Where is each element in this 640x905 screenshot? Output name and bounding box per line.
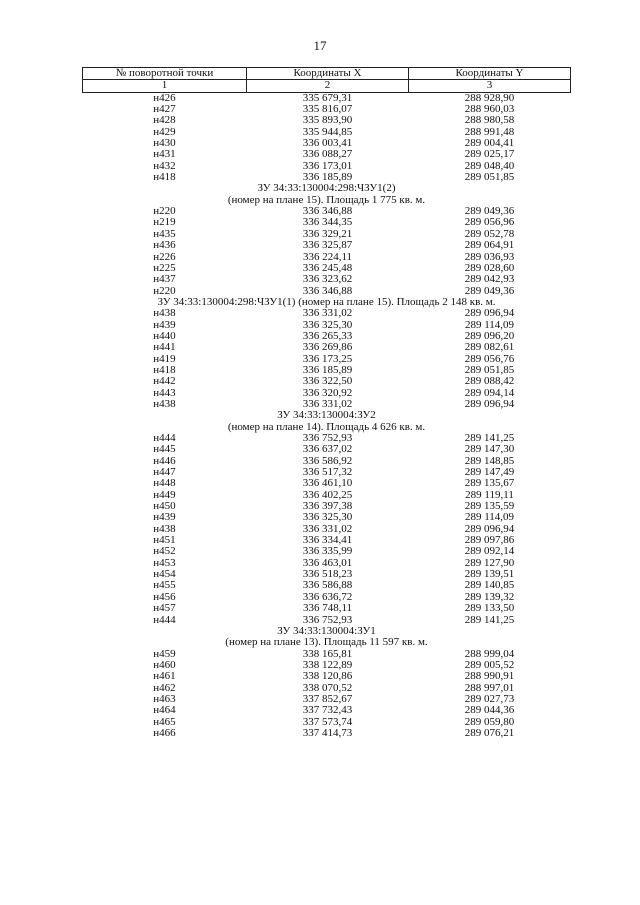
coordinate-x-cell: 336 748,11: [302, 602, 353, 615]
coordinate-x-cell: 338 120,86: [302, 670, 353, 683]
coordinate-x-cell: 336 329,21: [302, 227, 353, 240]
section-heading: (номер на плане 14). Площадь 4 626 кв. м.: [227, 420, 426, 433]
point-number-cell: н438: [153, 522, 176, 535]
section-heading: ЗУ 34:33:130004:298:ЧЗУ1(2): [257, 182, 396, 195]
header-coordinate-y: Координаты Y: [409, 68, 571, 80]
coordinate-x-cell: 335 816,07: [302, 103, 353, 116]
point-number-cell: н460: [153, 658, 176, 671]
table-row: [83, 376, 571, 387]
coordinate-y-cell: 289 048,40: [464, 159, 515, 172]
point-number-cell: н443: [153, 386, 176, 399]
coordinate-y-cell: 289 133,50: [464, 602, 515, 615]
coordinate-x-cell: 336 325,87: [302, 239, 353, 252]
coordinate-y-cell: 289 051,85: [464, 363, 515, 376]
point-number-cell: н449: [153, 488, 176, 501]
table-row: [83, 342, 571, 353]
coordinate-x-cell: 336 331,02: [302, 307, 353, 320]
coordinate-x-cell: 337 732,43: [302, 704, 353, 717]
coordinate-y-cell: 289 114,09: [464, 318, 515, 331]
coordinate-x-cell: 336 173,25: [302, 352, 353, 365]
section-heading: (номер на плане 15). Площадь 1 775 кв. м.: [227, 193, 426, 206]
table-row: [83, 671, 571, 682]
coordinate-x-cell: 336 334,41: [302, 534, 353, 547]
coordinate-y-cell: 289 036,93: [464, 250, 515, 263]
coordinate-y-cell: 289 139,32: [464, 590, 515, 603]
coordinate-x-cell: 338 070,52: [302, 681, 353, 694]
point-number-cell: н429: [153, 125, 176, 138]
coordinate-y-cell: 288 960,03: [464, 103, 515, 116]
coordinate-x-cell: 336 346,88: [302, 284, 353, 297]
coordinate-y-cell: 288 980,58: [464, 114, 515, 127]
point-number-cell: н439: [153, 511, 176, 524]
coordinate-x-cell: 336 335,99: [302, 545, 353, 558]
point-number-cell: н447: [153, 466, 176, 479]
coordinate-y-cell: 289 051,85: [464, 171, 515, 184]
coordinate-y-cell: 289 096,20: [464, 329, 515, 342]
point-number-cell: н453: [153, 556, 176, 569]
point-number-cell: н445: [153, 443, 176, 456]
coordinate-x-cell: 336 323,62: [302, 273, 353, 286]
point-number-cell: н454: [153, 568, 176, 581]
coordinate-x-cell: 336 636,72: [302, 590, 353, 603]
point-number-cell: н432: [153, 159, 176, 172]
point-number-cell: н438: [153, 307, 176, 320]
coordinate-y-cell: 289 052,78: [464, 227, 515, 240]
point-number-cell: н462: [153, 681, 176, 694]
coordinate-y-cell: 289 141,25: [464, 432, 515, 444]
coordinate-y-cell: 289 096,94: [464, 397, 515, 410]
point-number-cell: н418: [153, 363, 176, 376]
coordinate-x-cell: 336 185,89: [302, 363, 353, 376]
coordinate-x-cell: 337 414,73: [302, 726, 353, 739]
coordinate-x-cell: 336 518,23: [302, 568, 353, 581]
point-number-cell: н418: [153, 171, 176, 184]
coordinate-x-cell: 336 088,27: [302, 148, 353, 161]
coordinate-x-cell: 336 331,02: [302, 397, 353, 410]
point-number-cell: н430: [153, 137, 176, 150]
coordinate-y-cell: 289 092,14: [464, 545, 515, 558]
coordinate-y-cell: 289 027,73: [464, 692, 515, 705]
coordinate-y-cell: 288 990,91: [464, 670, 515, 683]
coordinate-y-cell: 289 135,67: [464, 477, 515, 490]
table-row: [83, 308, 571, 319]
point-number-cell: н456: [153, 590, 176, 603]
coordinate-y-cell: 289 119,11: [465, 488, 514, 501]
table-row: [83, 240, 571, 251]
coordinate-x-cell: 335 944,85: [302, 125, 353, 138]
coordinate-y-cell: 289 056,76: [464, 352, 515, 365]
point-number-cell: н438: [153, 397, 176, 410]
point-number-cell: н448: [153, 477, 176, 490]
section-heading-row: [83, 637, 571, 648]
point-number-cell: н220: [153, 284, 176, 297]
coordinate-y-cell: 289 094,14: [464, 386, 515, 399]
coordinate-x-cell: 337 573,74: [302, 715, 353, 728]
coordinate-y-cell: 289 096,94: [464, 307, 515, 320]
point-number-cell: н436: [153, 239, 176, 252]
coordinate-x-cell: 336 003,41: [302, 137, 353, 150]
point-number-cell: н419: [153, 352, 176, 365]
coordinate-x-cell: 336 402,25: [302, 488, 353, 501]
coordinate-x-cell: 336 325,30: [302, 511, 353, 524]
table-row: [83, 705, 571, 716]
point-number-cell: н451: [153, 534, 176, 547]
coordinate-y-cell: 289 088,42: [464, 375, 515, 388]
section-heading: (номер на плане 13). Площадь 11 597 кв. м.: [225, 636, 428, 649]
header-point-number: № поворотной точки: [83, 68, 247, 80]
section-heading-row: [83, 410, 571, 421]
page-number: 17: [313, 38, 327, 53]
point-number-cell: н452: [153, 545, 176, 558]
point-number-cell: н444: [153, 432, 176, 444]
point-number-cell: н455: [153, 579, 176, 592]
point-number-cell: н435: [153, 227, 176, 240]
coordinate-x-cell: 336 331,02: [302, 522, 353, 535]
coordinate-y-cell: 289 096,94: [464, 522, 515, 535]
point-number-cell: н440: [153, 329, 176, 342]
point-number-cell: н446: [153, 454, 176, 467]
point-number-cell: н225: [153, 261, 176, 274]
coordinate-x-cell: 336 325,30: [302, 318, 353, 331]
coordinate-y-cell: 288 997,01: [464, 681, 515, 694]
coordinate-y-cell: 289 082,61: [464, 341, 515, 354]
table-row: [83, 603, 571, 614]
point-number-cell: н465: [153, 715, 176, 728]
coordinate-y-cell: 289 076,21: [464, 726, 515, 739]
point-number-cell: н426: [153, 91, 176, 104]
point-number-cell: н437: [153, 273, 176, 286]
coordinate-x-cell: 336 185,89: [302, 171, 353, 184]
point-number-cell: н431: [153, 148, 176, 161]
coordinate-y-cell: 289 114,09: [464, 511, 515, 524]
coordinate-y-cell: 289 147,30: [464, 443, 515, 456]
table-row: [83, 728, 571, 739]
point-number-cell: н466: [153, 726, 176, 739]
table-row: [83, 274, 571, 285]
coordinate-x-cell: 336 344,35: [302, 216, 353, 229]
coordinate-y-cell: 288 991,48: [464, 125, 515, 138]
coordinate-x-cell: 336 463,01: [302, 556, 353, 569]
coordinate-x-cell: 336 245,48: [302, 261, 353, 274]
coordinate-y-cell: 289 004,41: [464, 137, 515, 150]
point-number-cell: н450: [153, 500, 176, 513]
coordinate-x-cell: 336 265,33: [302, 329, 353, 342]
coordinate-y-cell: 289 042,93: [464, 273, 515, 286]
coordinate-y-cell: 289 025,17: [464, 148, 515, 161]
point-number-cell: н441: [153, 341, 176, 354]
coordinate-y-cell: 289 140,85: [464, 579, 515, 592]
coordinate-x-cell: 336 346,88: [302, 205, 353, 218]
coordinate-y-cell: 288 999,04: [464, 647, 515, 660]
coordinate-y-cell: 289 127,90: [464, 556, 515, 569]
coordinate-x-cell: 338 165,81: [302, 647, 353, 660]
column-number-2: 2: [247, 80, 409, 92]
coordinate-y-cell: 289 056,96: [464, 216, 515, 229]
section-heading: ЗУ 34:33:130004:ЗУ1: [277, 624, 376, 637]
coordinate-x-cell: 336 224,11: [302, 250, 353, 263]
coordinate-x-cell: 337 852,67: [302, 692, 353, 705]
coordinate-x-cell: 336 397,38: [302, 500, 353, 513]
point-number-cell: н219: [153, 216, 176, 229]
coordinate-y-cell: 289 028,60: [464, 261, 515, 274]
coordinate-x-cell: 336 517,32: [302, 466, 353, 479]
coordinate-x-cell: 336 173,01: [302, 159, 353, 172]
point-number-cell: н464: [153, 704, 176, 717]
point-number-cell: н439: [153, 318, 176, 331]
coordinate-x-cell: 336 752,93: [302, 613, 353, 626]
coordinates-table: [82, 67, 571, 739]
coordinate-y-cell: 289 049,36: [464, 205, 515, 218]
coordinate-y-cell: 288 928,90: [464, 91, 515, 104]
point-number-cell: н427: [153, 103, 176, 116]
coordinate-y-cell: 289 148,85: [464, 454, 515, 467]
coordinate-x-cell: 336 461,10: [302, 477, 353, 490]
coordinate-y-cell: 289 044,36: [464, 704, 515, 717]
coordinate-x-cell: 336 637,02: [302, 443, 353, 456]
point-number-cell: н461: [153, 670, 176, 683]
coordinate-y-cell: 289 135,59: [464, 500, 515, 513]
coordinate-y-cell: 289 049,36: [464, 284, 515, 297]
point-number-cell: н428: [153, 114, 176, 127]
coordinate-x-cell: 336 320,92: [302, 386, 353, 399]
coordinate-x-cell: 336 586,92: [302, 454, 353, 467]
coordinate-y-cell: 289 147,49: [464, 466, 515, 479]
coordinate-x-cell: 336 269,86: [302, 341, 353, 354]
coordinate-x-cell: 335 679,31: [302, 91, 353, 104]
point-number-cell: н444: [153, 613, 176, 626]
coordinate-y-cell: 289 005,52: [464, 658, 515, 671]
point-number-cell: н220: [153, 205, 176, 218]
column-number-3: 3: [409, 80, 571, 92]
coordinate-x-cell: 336 752,93: [302, 432, 353, 444]
point-number-cell: н226: [153, 250, 176, 263]
coordinate-x-cell: 335 893,90: [302, 114, 353, 127]
header-coordinate-x: Координаты X: [247, 68, 409, 80]
point-number-cell: н463: [153, 692, 176, 705]
column-number-1: 1: [83, 80, 247, 92]
coordinate-x-cell: 336 586,88: [302, 579, 353, 592]
coordinate-y-cell: 289 059,80: [464, 715, 515, 728]
section-heading: ЗУ 34:33:130004:298:ЧЗУ1(1) (номер на плане 15). Площадь 2 148 кв. м.: [157, 295, 496, 308]
point-number-cell: н459: [153, 647, 176, 660]
coordinate-x-cell: 338 122,89: [302, 658, 353, 671]
coordinate-x-cell: 336 322,50: [302, 375, 353, 388]
coordinate-y-cell: 289 139,51: [464, 568, 515, 581]
point-number-cell: н457: [153, 602, 176, 615]
table-body: [83, 92, 571, 739]
point-number-cell: н442: [153, 375, 176, 388]
coordinate-y-cell: 289 097,86: [464, 534, 515, 547]
table-row: [83, 444, 571, 455]
table-header: [83, 68, 571, 93]
section-heading: ЗУ 34:33:130004:ЗУ2: [277, 409, 376, 422]
coordinate-y-cell: 289 064,91: [464, 239, 515, 252]
coordinate-y-cell: 289 141,25: [464, 613, 515, 626]
